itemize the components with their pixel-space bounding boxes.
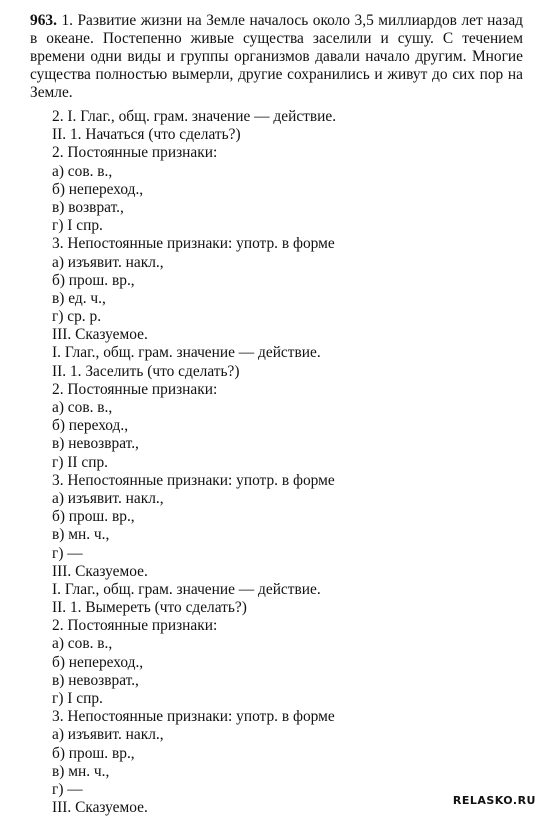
analysis-line: III. Сказуемое. [52,799,148,817]
analysis-line: III. Сказуемое. [52,326,148,344]
analysis-line: 2. Постоянные признаки: [52,144,218,162]
analysis-line: г) I спр. [52,217,103,235]
analysis-line: в) возврат., [52,198,124,216]
analysis-line: б) прош. вр., [52,744,135,762]
analysis-line: а) изъявит. накл., [52,253,164,271]
analysis-line: г) II спр. [52,453,108,471]
analysis-line: а) сов. в., [52,162,113,180]
exercise-intro-paragraph [30,12,523,102]
analysis-line: а) изъявит. накл., [52,726,164,744]
analysis-line: 3. Непостоянные признаки: употр. в форме [52,235,335,253]
analysis-line: 2. Постоянные признаки: [52,617,218,635]
analysis-line: 3. Непостоянные признаки: употр. в форме [52,471,335,489]
analysis-line: II. 1. Вымереть (что сделать?) [52,599,247,617]
analysis-line: г) ср. р. [52,308,102,326]
analysis-line: 3. Непостоянные признаки: употр. в форме [52,708,335,726]
analysis-line: в) мн. ч., [52,526,110,544]
analysis-line: в) невозврат., [52,435,139,453]
analysis-line: а) сов. в., [52,399,113,416]
analysis-line: б) переход., [52,417,129,435]
analysis-line: 2. I. Глаг., общ. грам. значение — действие. [52,108,337,125]
analysis-line: а) изъявит. накл., [52,489,164,507]
exercise-number: 963. [30,12,57,29]
analysis-line: в) ед. ч., [52,289,106,307]
analysis-line: в) невозврат., [52,671,139,689]
analysis-line: б) прош. вр., [52,508,135,526]
analysis-line: III. Сказуемое. [52,562,148,580]
exercise-intro-text: 1. Развитие жизни на Земле началось около 3,5 миллиардов лет назад в океане. Постепенно живые существа заселили и сушу. С течением времени одни виды и группы организмов давали начало другим. Многие существа полностью вымерли, другие сохранились и живут до сих пор на Земле. [30,12,523,101]
analysis-line: II. 1. Заселить (что сделать?) [52,362,240,380]
analysis-line: г) — [52,780,83,798]
analysis-line: б) непереход., [52,180,144,198]
analysis-lines [52,108,336,817]
analysis-line: г) I спр. [52,690,103,707]
analysis-line: г) — [52,544,83,562]
analysis-line: I. Глаг., общ. грам. значение — действие. [52,580,321,598]
analysis-line: а) сов. в., [52,635,113,653]
site-watermark: RELASKO.RU [452,794,536,807]
analysis-line: в) мн. ч., [52,762,110,780]
analysis-line: I. Глаг., общ. грам. значение — действие. [52,344,321,362]
analysis-line: 2. Постоянные признаки: [52,380,218,398]
analysis-line: б) непереход., [52,653,144,671]
analysis-line: б) прош. вр., [52,271,135,289]
analysis-line: II. 1. Начаться (что сделать?) [52,126,241,144]
